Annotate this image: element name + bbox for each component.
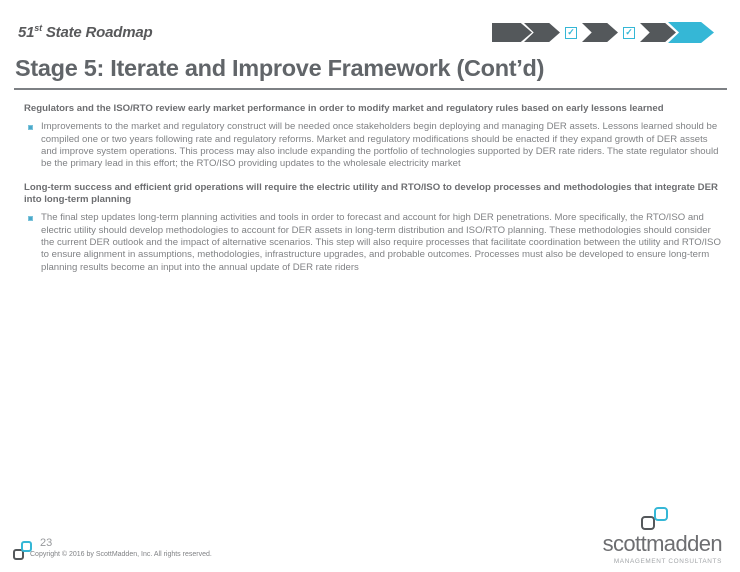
page-number: 23 [40, 537, 53, 549]
checkbox-checked-icon: ✓ [623, 27, 635, 39]
mark-square-cyan-icon [21, 541, 32, 552]
mark-square-dark-icon [641, 516, 655, 530]
content-section [24, 182, 724, 274]
title-divider [14, 88, 727, 90]
brand-logo [603, 507, 722, 565]
content-section [24, 103, 724, 171]
scottmadden-mark-icon [641, 507, 668, 530]
list-item [24, 121, 724, 171]
checkbox-checked-icon: ✓ [565, 27, 577, 39]
section-heading: Long-term success and efficient grid operations will require the electric utility and RTO/ISO to develop processes and methodologies that integrate DER into long-term planning [24, 181, 718, 206]
progress-arrow-icon [582, 23, 618, 42]
bullet-text: Improvements to the market and regulatory construct will be needed once stakeholders begin deploying and managing DER assets. Lessons learned should be compiled one or two years following rate and regulatory reforms. Market and regulatory modifications should be enacted if they expand growth of DER assets and improve system operations. This process may also include expanding the portfolio of technologies supported by DER rate riders. The state regulator should be the primary lead in this effort; the RTO/ISO providing updates to the wholesale electricity market [41, 121, 719, 170]
section-heading: Regulators and the ISO/RTO review early market performance in order to modify market and regulatory rules based on early lessons learned [24, 103, 664, 114]
bullet-text: The final step updates long-term planning activities and tools in order to forecast and account for high DER penetrations. More specifically, the RTO/ISO and electric utility should develop methodologies to account for DER assets in long-term distribution and ISO/RTO planning. These methodologies should consider the current DER outlook and the impact of alternative scenarios. This step will also require processes that facilitate coordination between the utility and RTO/ISO to ensure alignment in assumptions, methodologies, infrastructure upgrades, and probable outcomes. Processes must also be developed to ensure long-term planning results become an input into the annual update of DER rate riders [41, 212, 721, 273]
slide-eyebrow [18, 23, 152, 41]
slide-content [24, 103, 724, 285]
list-item [24, 212, 724, 274]
copyright-notice: Copyright © 2016 by ScottMadden, Inc. All rights reserved. [30, 551, 212, 558]
bullet-square-icon [28, 125, 33, 130]
progress-arrow-icon [640, 23, 676, 42]
eyebrow-rest: State Roadmap [41, 24, 153, 41]
eyebrow-superscript: st [34, 23, 42, 33]
eyebrow-number: 51 [18, 24, 35, 41]
progress-tracker [492, 21, 714, 44]
brand-wordmark: scottmadden [602, 531, 722, 556]
page-title: Stage 5: Iterate and Improve Framework (Cont’d) [15, 55, 545, 81]
brand-tagline: MANAGEMENT CONSULTANTS [613, 558, 722, 565]
bullet-square-icon [28, 216, 33, 221]
progress-arrow-icon [492, 23, 532, 42]
mark-square-cyan-icon [654, 507, 668, 521]
